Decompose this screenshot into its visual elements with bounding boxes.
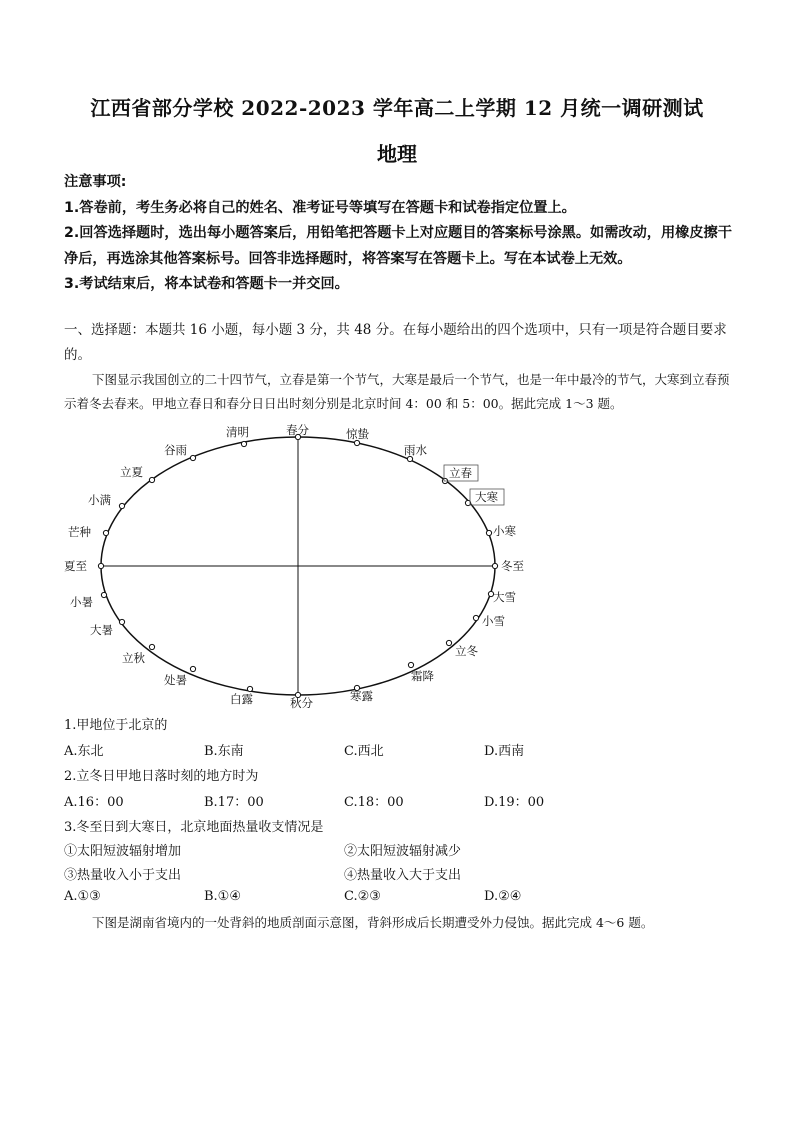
term-point-jingzhe xyxy=(354,440,359,445)
term-label-jingzhe: 惊蛰 xyxy=(346,427,369,441)
term-point-dongzhi xyxy=(492,563,497,568)
term-label-shuangjiang: 霜降 xyxy=(411,669,434,683)
term-label-xiaoshu: 小暑 xyxy=(70,595,93,609)
term-label-lidong: 立冬 xyxy=(455,644,478,658)
term-label-lichun: 立春 xyxy=(449,466,472,480)
term-label-xiaoxue: 小雪 xyxy=(482,614,505,628)
term-point-xiaoshu xyxy=(101,592,106,597)
exam-title: 江西省部分学校 2022-2023 学年高二上学期 12 月统一调研测试 xyxy=(90,96,704,120)
term-point-lidong xyxy=(446,640,451,645)
term-point-yushui xyxy=(407,456,412,461)
note-item-3: 3.考试结束后，将本试卷和答题卡一并交回。 xyxy=(64,276,349,292)
subject-title: 地理 xyxy=(377,142,417,166)
term-label-lixia: 立夏 xyxy=(120,465,143,479)
term-point-xiazhi xyxy=(98,563,103,568)
term-label-bailu: 白露 xyxy=(230,692,253,706)
question-1-stem: 1.甲地位于北京的 xyxy=(64,718,168,733)
term-label-xiazhi: 夏至 xyxy=(64,559,87,573)
solar-terms-diagram xyxy=(56,418,536,713)
section-heading: 一、选择题：本题共 16 小题，每小题 3 分，共 48 分。在每小题给出的四个选项中，只有一项是符合题目要求的。 xyxy=(64,322,727,363)
statement-1: ①太阳短波辐射增加 xyxy=(64,844,182,859)
statement-2: ②太阳短波辐射减少 xyxy=(344,844,462,859)
term-label-daxue: 大雪 xyxy=(493,590,516,604)
option-d[interactable]: D.19：00 xyxy=(484,795,545,810)
statement-4: ④热量收入大于支出 xyxy=(344,868,462,883)
term-label-dahan: 大寒 xyxy=(475,490,498,504)
term-point-guyu xyxy=(190,455,195,460)
term-label-qiufen: 秋分 xyxy=(290,696,313,710)
term-label-hanlu: 寒露 xyxy=(350,689,373,703)
term-label-xiaoman: 小满 xyxy=(88,493,111,507)
notes-heading: 注意事项: xyxy=(64,174,127,190)
term-label-guyu: 谷雨 xyxy=(164,443,187,457)
note-item-2: 2.回答选择题时，选出每小题答案后，用铅笔把答题卡上对应题目的答案标号涂黑。如需改动，用橡皮擦干净后，再选涂其他答案标号。回答非选择题时，将答案写在答题卡上。写在本试卷上无效。 xyxy=(64,225,732,267)
term-label-dashu: 大暑 xyxy=(90,623,113,637)
term-label-mangzhong: 芒种 xyxy=(68,525,91,539)
option-b[interactable]: B.①④ xyxy=(204,889,241,904)
term-point-qingming xyxy=(241,441,246,446)
question-3-stem: 3.冬至日到大寒日，北京地面热量收支情况是 xyxy=(64,820,324,835)
option-c[interactable]: C.18：00 xyxy=(344,795,404,810)
note-item-1: 1.答卷前，考生务必将自己的姓名、准考证号等填写在答题卡和试卷指定位置上。 xyxy=(64,199,576,216)
term-label-chunfen: 春分 xyxy=(286,423,309,437)
option-d[interactable]: D.②④ xyxy=(484,889,522,904)
term-point-mangzhong xyxy=(103,530,108,535)
term-point-bailu xyxy=(247,686,252,691)
statement-3: ③热量收入小于支出 xyxy=(64,868,182,883)
notes-block xyxy=(64,170,734,298)
term-label-yushui: 雨水 xyxy=(404,443,427,457)
term-point-xiaoman xyxy=(119,503,124,508)
term-label-xiaohan: 小寒 xyxy=(493,524,516,538)
option-a[interactable]: A.①③ xyxy=(64,889,101,904)
term-point-chushu xyxy=(190,666,195,671)
term-point-lixia xyxy=(149,477,154,482)
option-b[interactable]: B.东南 xyxy=(204,744,244,759)
option-d[interactable]: D.西南 xyxy=(484,744,525,759)
intro-paragraph-2: 下图是湖南省境内的一处背斜的地质剖面示意图，背斜形成后长期遭受外力侵蚀。据此完成 4～6 题。 xyxy=(92,915,654,930)
term-point-xiaoxue xyxy=(473,615,478,620)
option-a[interactable]: A.16：00 xyxy=(64,795,124,810)
term-point-xiaohan xyxy=(486,530,491,535)
option-a[interactable]: A.东北 xyxy=(64,744,104,759)
intro-paragraph-1: 下图显示我国创立的二十四节气，立春是第一个节气，大寒是最后一个节气，也是一年中最冷的节气，大寒到立春预示着冬去春来。甲地立春日和春分日日出时刻分别是北京时间 4：00 和 5：00。据此完成 1～3 题。 xyxy=(64,372,730,411)
term-label-qingming: 清明 xyxy=(226,425,249,439)
term-label-dongzhi: 冬至 xyxy=(501,559,524,573)
option-b[interactable]: B.17：00 xyxy=(204,795,264,810)
term-point-liqiu xyxy=(149,644,154,649)
option-c[interactable]: C.②③ xyxy=(344,889,381,904)
option-c[interactable]: C.西北 xyxy=(344,744,384,759)
term-label-chushu: 处暑 xyxy=(164,673,187,687)
term-point-dashu xyxy=(119,619,124,624)
term-label-liqiu: 立秋 xyxy=(122,651,145,665)
question-2-stem: 2.立冬日甲地日落时刻的地方时为 xyxy=(64,769,259,784)
term-point-shuangjiang xyxy=(408,662,413,667)
